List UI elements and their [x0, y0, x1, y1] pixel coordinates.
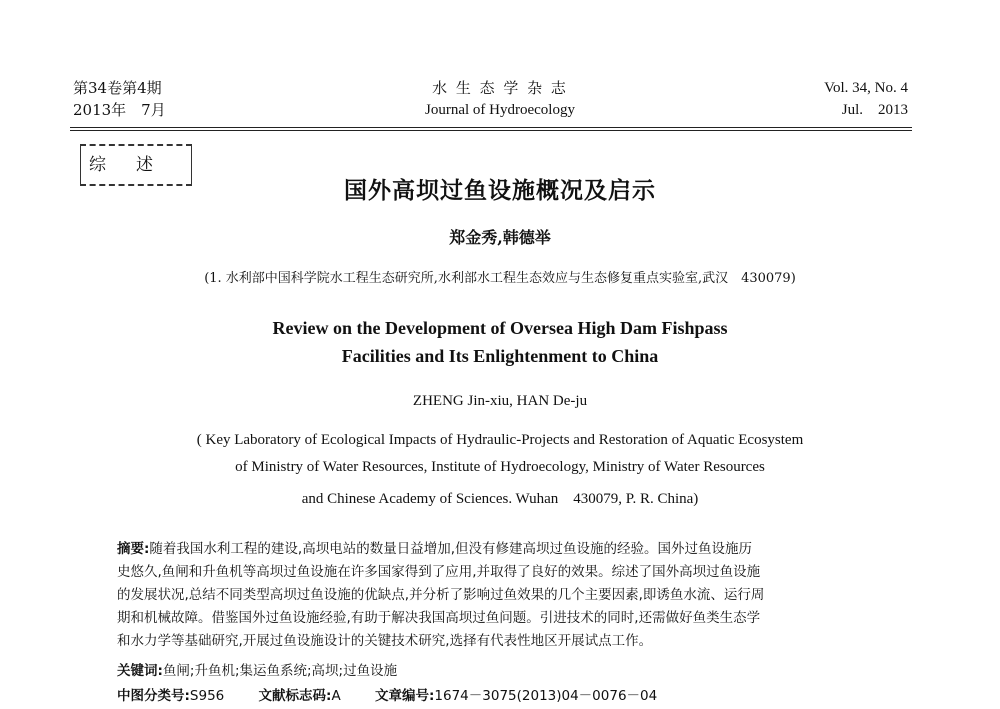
date-cn: 2013年 7月 [73, 101, 166, 119]
volume-issue-cn: 第34卷第4期 [73, 79, 162, 97]
journal-name-cn: 水 生 态 学 杂 志 [432, 79, 568, 97]
title-cn: 国外高坝过鱼设施概况及启示 [344, 178, 656, 204]
abstract-line1 [117, 538, 752, 560]
doc-code-value: A [331, 688, 341, 704]
authors-cn: 郑金秀,韩德举 [449, 228, 551, 247]
affiliation-en-line1: ( Key Laboratory of Ecological Impacts of Hydraulic-Projects and Restoration of Aquatic Ecosystem [196, 432, 804, 448]
abstract-line3: 的发展状况,总结不同类型高坝过鱼设施的优缺点,并分析了影响过鱼效果的几个主要因素,即诱鱼水流、运行周 [117, 587, 765, 603]
article-no-label: 文章编号: [375, 688, 435, 704]
keywords-label: 关键词: [117, 663, 163, 679]
doc-code-label: 文献标志码: [258, 688, 332, 704]
volume-issue-en: Vol. 34, No. 4 [824, 80, 908, 96]
authors-en: ZHENG Jin-xiu, HAN De-ju [412, 393, 588, 409]
header-rule-top [70, 127, 912, 128]
section-badge: 综述 [80, 144, 192, 186]
header-rule-bottom [70, 130, 912, 131]
affiliation-en-line2: of Ministry of Water Resources, Institute of Hydroecology, Ministry of Water Resources [235, 459, 765, 475]
abstract-line2: 史悠久,鱼闸和升鱼机等高坝过鱼设施在许多国家得到了应用,并取得了良好的效果。综述了国外高坝过鱼设施 [117, 564, 761, 580]
date-en: Jul. 2013 [841, 102, 908, 118]
abstract-text-1: 随着我国水利工程的建设,高坝电站的数量日益增加,但没有修建高坝过鱼设施的经验。国外过鱼设施历 [149, 541, 752, 557]
keywords-value: 鱼闸;升鱼机;集运鱼系统;高坝;过鱼设施 [162, 663, 398, 679]
abstract-line4: 期和机械故障。借鉴国外过鱼设施经验,有助于解决我国高坝过鱼问题。引进技术的同时,还需做好鱼类生态学 [117, 610, 761, 626]
abstract-label: 摘要: [117, 541, 150, 557]
classification-line [117, 684, 687, 704]
clc-value: S956 [189, 688, 225, 704]
title-en-line2: Facilities and Its Enlightenment to China [341, 346, 659, 366]
clc-label: 中图分类号: [117, 688, 190, 704]
affiliation-cn: (1. 水利部中国科学院水工程生态研究所,水利部水工程生态效应与生态修复重点实验室,武汉 430079) [204, 271, 796, 286]
abstract-line5: 和水力学等基础研究,开展过鱼设施设计的关键技术研究,选择有代表性地区开展试点工作。 [117, 633, 653, 649]
journal-name-en: Journal of Hydroecology [425, 102, 575, 118]
keywords [117, 660, 397, 682]
article-no-value: 1674－3075(2013)04－0076－04 [434, 688, 658, 704]
title-en-line1: Review on the Development of Oversea High Dam Fishpass [272, 318, 728, 338]
affiliation-en-line3: and Chinese Academy of Sciences. Wuhan 430079, P. R. China) [301, 491, 699, 507]
